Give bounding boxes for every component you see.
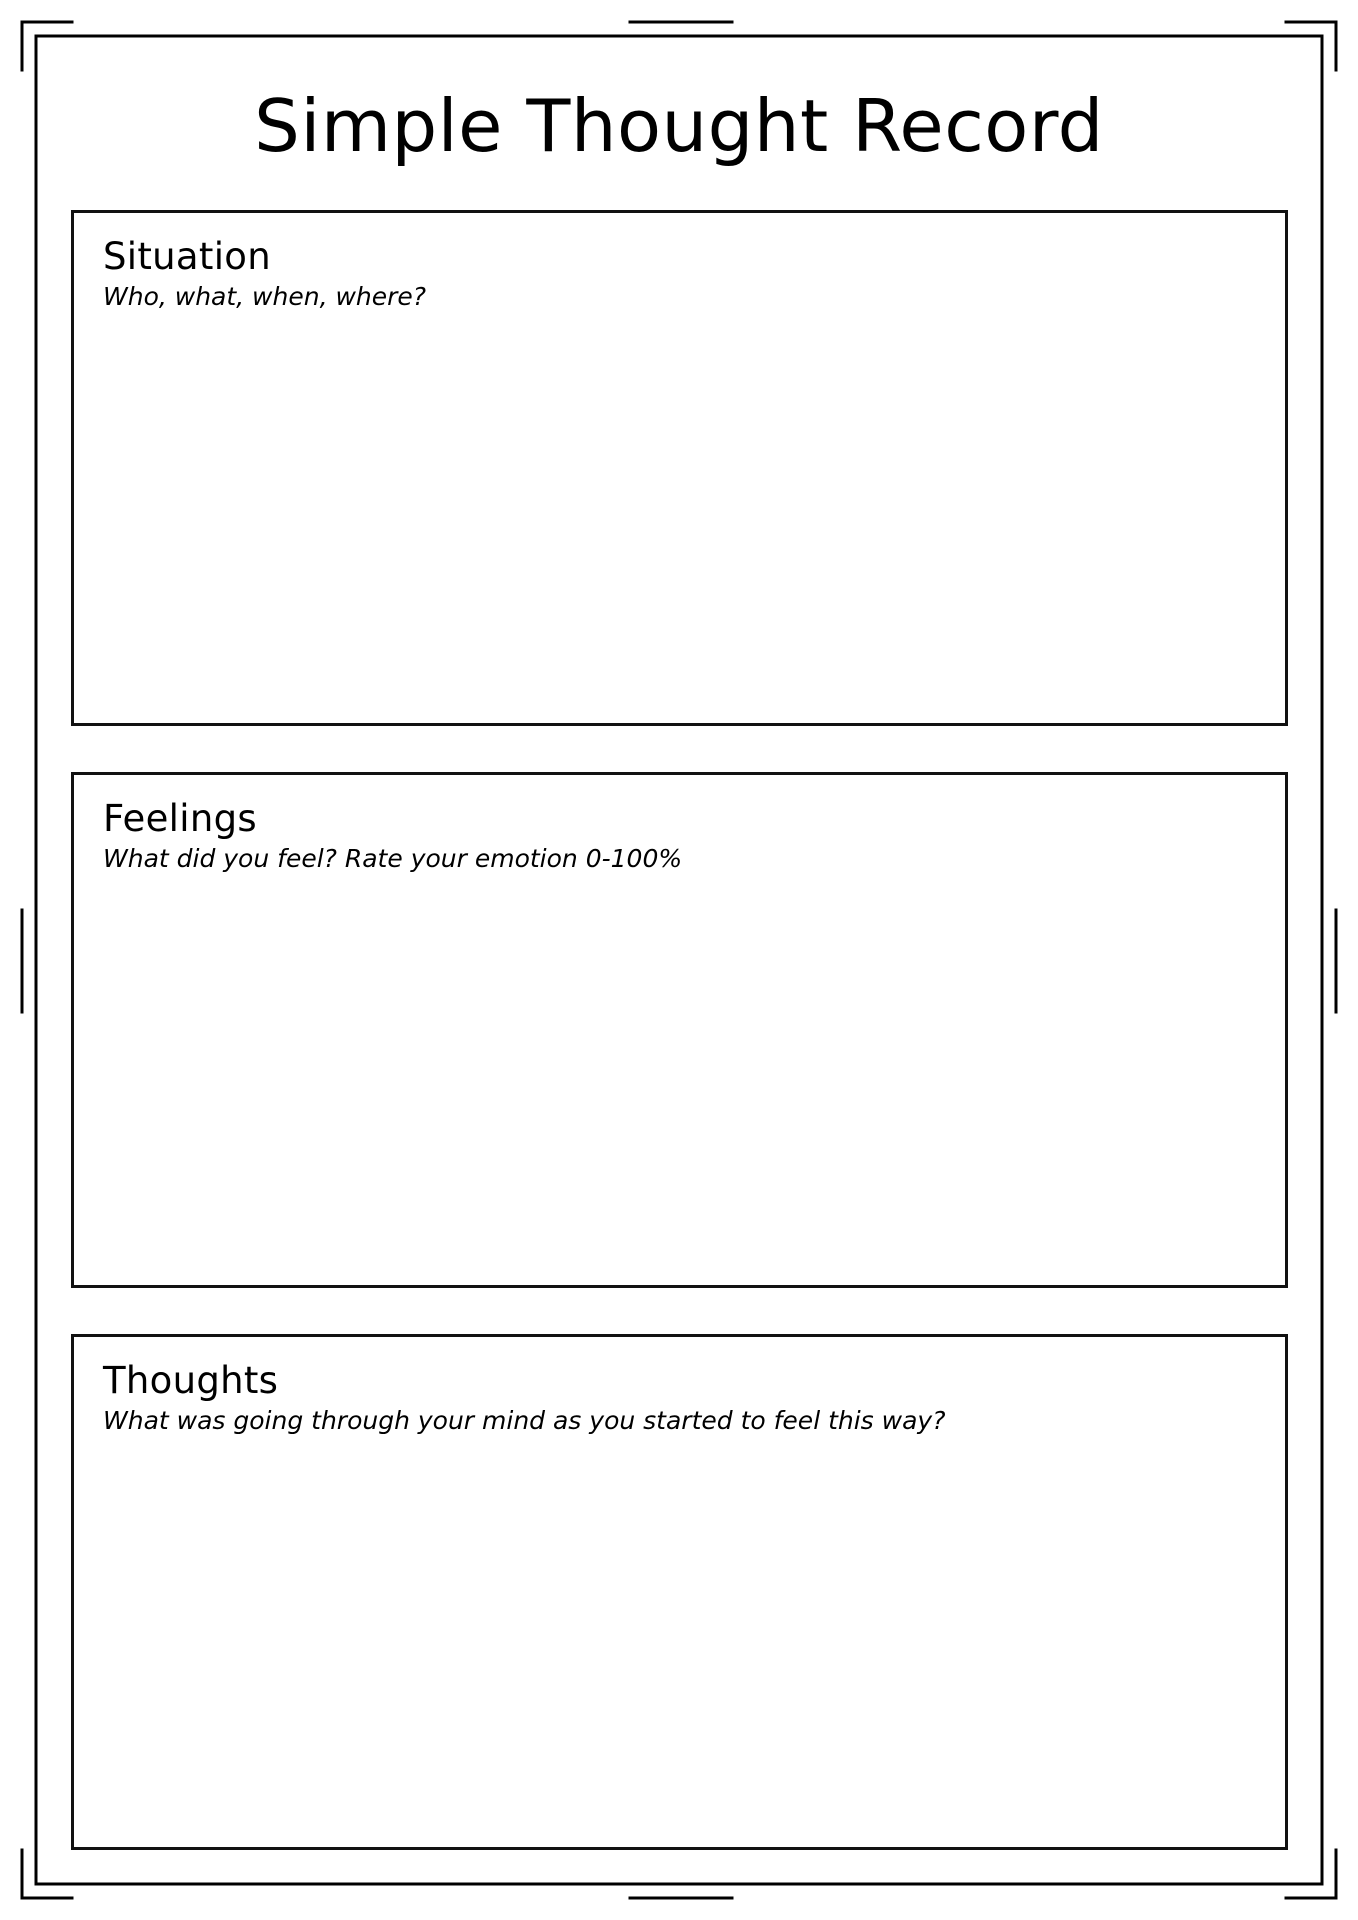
corner-bracket-top-left	[22, 22, 72, 70]
section-prompt: What did you feel? Rate your emotion 0-100%	[103, 844, 683, 873]
corner-bracket-bottom-left	[22, 1850, 72, 1898]
page-title: Simple Thought Record	[254, 84, 1104, 168]
section-prompt: Who, what, when, where?	[103, 282, 427, 311]
corner-bracket-top-right	[1286, 22, 1336, 70]
situation-section[interactable]	[71, 210, 1288, 726]
corner-bracket-bottom-right	[1286, 1850, 1336, 1898]
feelings-section[interactable]	[71, 772, 1288, 1288]
section-heading: Situation	[103, 235, 271, 278]
section-heading: Feelings	[103, 797, 257, 840]
section-prompt: What was going through your mind as you started to feel this way?	[103, 1406, 946, 1435]
thoughts-section[interactable]	[71, 1334, 1288, 1850]
section-heading: Thoughts	[103, 1359, 279, 1402]
